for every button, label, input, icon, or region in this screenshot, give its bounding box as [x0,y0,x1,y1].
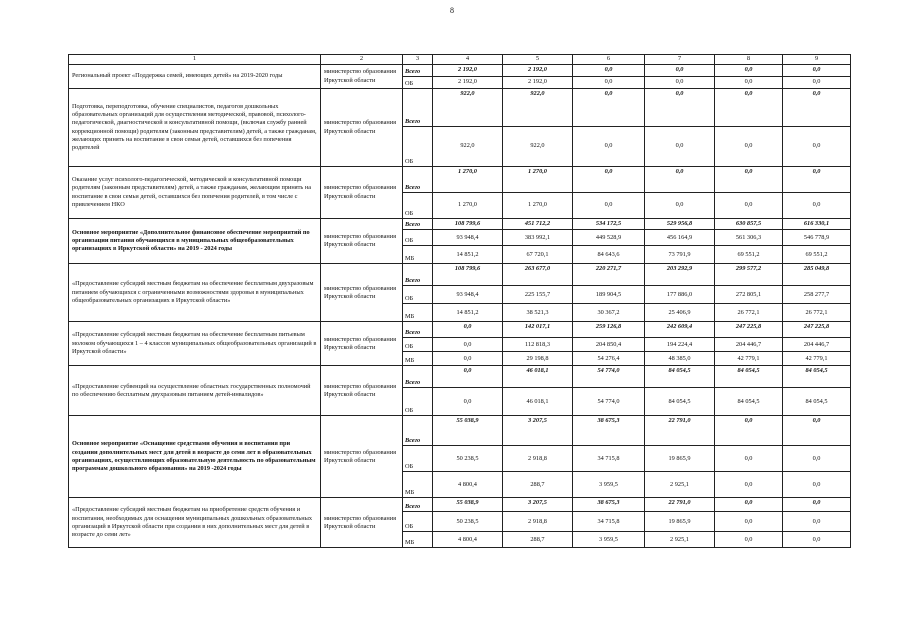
funding-source: ОБ [403,446,433,472]
funding-source: Всего [403,65,433,77]
responsible-organization: министерство образования Иркутской области [321,264,403,322]
amount-cell: 204 850,4 [573,338,645,352]
amount-cell: 0,0 [645,65,715,77]
table-row [69,167,851,193]
amount-cell: 67 720,1 [503,246,573,264]
funding-source: Всего [403,167,433,193]
amount-cell: 55 038,9 [433,416,503,446]
responsible-organization: министерство образования Иркутской области [321,89,403,167]
amount-cell: 0,0 [645,193,715,219]
amount-cell: 19 865,9 [645,512,715,532]
funding-source: Всего [403,322,433,338]
activity-description: «Предоставление субсидий местным бюджетам на приобретение средств обучения и воспитания, необходимых для оснащения муниципальных дошкольных образовательных организаций в Иркутской области при создании в них дополнительных мест для детей в возрасте до семи лет» [69,498,321,548]
amount-cell: 247 225,8 [783,322,851,338]
column-header: 9 [783,55,851,65]
table-row [69,366,851,388]
amount-cell: 0,0 [715,472,783,498]
amount-cell: 299 577,2 [715,264,783,286]
amount-cell: 3 207,5 [503,416,573,446]
amount-cell: 288,7 [503,532,573,548]
amount-cell: 0,0 [433,366,503,388]
amount-cell: 0,0 [715,512,783,532]
amount-cell: 4 800,4 [433,472,503,498]
funding-source: ОБ [403,77,433,89]
amount-cell: 26 772,1 [783,304,851,322]
amount-cell: 54 276,4 [573,352,645,366]
funding-source: Всего [403,89,433,127]
table-body [69,55,851,548]
amount-cell: 0,0 [715,127,783,167]
amount-cell: 247 225,8 [715,322,783,338]
funding-source: ОБ [403,286,433,304]
amount-cell: 84 054,5 [645,366,715,388]
amount-cell: 0,0 [783,416,851,446]
amount-cell: 69 551,2 [783,246,851,264]
amount-cell: 630 857,5 [715,219,783,230]
amount-cell: 42 779,1 [715,352,783,366]
amount-cell: 108 799,6 [433,219,503,230]
amount-cell: 3 959,5 [573,532,645,548]
amount-cell: 0,0 [715,167,783,193]
page-number: 8 [450,6,454,15]
amount-cell: 84 643,6 [573,246,645,264]
amount-cell: 0,0 [715,446,783,472]
amount-cell: 451 712,2 [503,219,573,230]
amount-cell: 0,0 [715,416,783,446]
amount-cell: 84 054,5 [783,388,851,416]
amount-cell: 0,0 [433,352,503,366]
activity-description: Основное мероприятие «Оснащение средствами обучения и воспитания при создании дополнительных мест для детей в возрасте до семи лет в образовательных организациях, осуществляющих образовательную деятельность по образовательным программам дошкольного образования» на 2019 -2024 годы [69,416,321,498]
table-row [69,89,851,127]
activity-description: Основное мероприятие «Дополнительное финансовое обеспечение мероприятий по организации питания обучающихся в муниципальных общеобразовательных организациях в Иркутской области» на 2019 - 2024 годы [69,219,321,264]
amount-cell: 285 049,8 [783,264,851,286]
amount-cell: 203 292,9 [645,264,715,286]
activity-description: Региональный проект «Поддержка семей, имеющих детей» на 2019-2020 годы [69,65,321,89]
funding-source: ОБ [403,127,433,167]
funding-source: Всего [403,219,433,230]
amount-cell: 0,0 [715,89,783,127]
amount-cell: 2 192,0 [503,65,573,77]
responsible-organization: министерство образования Иркутской области [321,416,403,498]
amount-cell: 3 959,5 [573,472,645,498]
amount-cell: 2 192,0 [433,77,503,89]
amount-cell: 0,0 [573,127,645,167]
column-header: 1 [69,55,321,65]
amount-cell: 616 330,1 [783,219,851,230]
amount-cell: 225 155,7 [503,286,573,304]
table-row [69,65,851,77]
column-header: 7 [645,55,715,65]
amount-cell: 14 851,2 [433,304,503,322]
amount-cell: 529 956,8 [645,219,715,230]
amount-cell: 0,0 [783,446,851,472]
amount-cell: 2 918,8 [503,446,573,472]
amount-cell: 2 925,1 [645,472,715,498]
funding-source: ОБ [403,512,433,532]
amount-cell: 204 446,7 [715,338,783,352]
amount-cell: 38 675,3 [573,416,645,446]
amount-cell: 0,0 [645,127,715,167]
table-row [69,498,851,512]
amount-cell: 263 677,0 [503,264,573,286]
amount-cell: 54 774,0 [573,388,645,416]
amount-cell: 46 018,1 [503,388,573,416]
amount-cell: 0,0 [783,512,851,532]
column-header: 5 [503,55,573,65]
amount-cell: 0,0 [783,532,851,548]
responsible-organization: министерство образования Иркутской области [321,219,403,264]
amount-cell: 2 192,0 [503,77,573,89]
column-header: 3 [403,55,433,65]
amount-cell: 0,0 [715,498,783,512]
amount-cell: 0,0 [783,89,851,127]
funding-source: МБ [403,532,433,548]
amount-cell: 258 277,7 [783,286,851,304]
amount-cell: 0,0 [573,167,645,193]
amount-cell: 34 715,8 [573,512,645,532]
amount-cell: 0,0 [433,338,503,352]
funding-source: ОБ [403,230,433,246]
amount-cell: 3 207,5 [503,498,573,512]
amount-cell: 0,0 [783,127,851,167]
amount-cell: 0,0 [783,193,851,219]
table-row [69,264,851,286]
amount-cell: 84 054,5 [783,366,851,388]
amount-cell: 26 772,1 [715,304,783,322]
amount-cell: 0,0 [645,77,715,89]
amount-cell: 0,0 [715,77,783,89]
amount-cell: 0,0 [573,89,645,127]
amount-cell: 46 018,1 [503,366,573,388]
amount-cell: 22 791,0 [645,416,715,446]
amount-cell: 30 367,2 [573,304,645,322]
amount-cell: 2 918,8 [503,512,573,532]
amount-cell: 38 675,3 [573,498,645,512]
column-header: 6 [573,55,645,65]
funding-source: Всего [403,416,433,446]
responsible-organization: министерство образования Иркутской области [321,65,403,89]
amount-cell: 0,0 [783,472,851,498]
amount-cell: 0,0 [783,65,851,77]
funding-source: МБ [403,472,433,498]
amount-cell: 922,0 [503,89,573,127]
amount-cell: 922,0 [433,127,503,167]
responsible-organization: министерство образования Иркутской области [321,167,403,219]
amount-cell: 0,0 [645,167,715,193]
amount-cell: 50 238,5 [433,446,503,472]
amount-cell: 108 799,6 [433,264,503,286]
amount-cell: 142 017,1 [503,322,573,338]
responsible-organization: министерство образования Иркутской области [321,322,403,366]
activity-description: «Предоставление субсидий местным бюджетам на обеспечение бесплатным питьевым молоком обучающихся 1 – 4 классов муниципальных общеобразовательных организаций в Иркутской области» [69,322,321,366]
activity-description: «Предоставление субсидий местным бюджетам на обеспечение бесплатным двухразовым питанием обучающихся с ограниченными возможностями здоровья в муниципальных общеобразовательных организациях в Иркутской области» [69,264,321,322]
amount-cell: 34 715,8 [573,446,645,472]
activity-description: «Предоставление субвенций на осуществление областных государственных полномочий по обеспечению бесплатным двухразовым питанием детей-инвалидов» [69,366,321,416]
amount-cell: 69 551,2 [715,246,783,264]
amount-cell: 0,0 [573,77,645,89]
column-header: 4 [433,55,503,65]
amount-cell: 2 192,0 [433,65,503,77]
funding-source: ОБ [403,388,433,416]
amount-cell: 189 904,5 [573,286,645,304]
amount-cell: 194 224,4 [645,338,715,352]
amount-cell: 73 791,9 [645,246,715,264]
amount-cell: 561 306,3 [715,230,783,246]
amount-cell: 1 270,0 [503,193,573,219]
amount-cell: 0,0 [783,498,851,512]
amount-cell: 177 886,0 [645,286,715,304]
amount-cell: 0,0 [645,89,715,127]
amount-cell: 1 270,0 [433,193,503,219]
responsible-organization: министерство образования Иркутской области [321,498,403,548]
amount-cell: 84 054,5 [645,388,715,416]
amount-cell: 112 818,3 [503,338,573,352]
amount-cell: 0,0 [433,322,503,338]
amount-cell: 93 948,4 [433,230,503,246]
amount-cell: 54 774,0 [573,366,645,388]
amount-cell: 93 948,4 [433,286,503,304]
amount-cell: 383 992,1 [503,230,573,246]
amount-cell: 42 779,1 [783,352,851,366]
activity-description: Подготовка, переподготовка, обучение специалистов, педагогов дошкольных образовательных организаций для осуществления методической, правовой, психолого-педагогической, диагностической и консультативной помощи, (включая службу ранней коррекционной помощи) родителям (законным представителям) детей, а также гражданам, желающих принять на воспитание в свои семьи детей, оставшихся без попечения родителей [69,89,321,167]
amount-cell: 259 126,8 [573,322,645,338]
amount-cell: 456 164,9 [645,230,715,246]
funding-source: Всего [403,498,433,512]
amount-cell: 25 406,9 [645,304,715,322]
activity-description: Оказание услуг психолого-педагогической, методической и консультативной помощи родителям (законным представителям) детей, а также гражданам, желающим принять на воспитание в свои семьи детей, оставшихся без попечения родителей, в том числе с привлечением НКО [69,167,321,219]
amount-cell: 50 238,5 [433,512,503,532]
amount-cell: 2 925,1 [645,532,715,548]
table-row [69,219,851,230]
header-row [69,55,851,65]
amount-cell: 84 054,5 [715,366,783,388]
table-row [69,416,851,446]
amount-cell: 19 865,9 [645,446,715,472]
amount-cell: 272 805,1 [715,286,783,304]
amount-cell: 1 270,0 [433,167,503,193]
amount-cell: 0,0 [573,193,645,219]
amount-cell: 0,0 [783,167,851,193]
funding-source: ОБ [403,338,433,352]
amount-cell: 0,0 [783,77,851,89]
amount-cell: 0,0 [573,65,645,77]
amount-cell: 534 172,5 [573,219,645,230]
column-header: 2 [321,55,403,65]
budget-table [68,54,851,548]
amount-cell: 55 038,9 [433,498,503,512]
amount-cell: 38 521,3 [503,304,573,322]
funding-source: МБ [403,352,433,366]
amount-cell: 204 446,7 [783,338,851,352]
amount-cell: 0,0 [715,532,783,548]
amount-cell: 449 528,9 [573,230,645,246]
funding-source: ОБ [403,193,433,219]
funding-source: МБ [403,304,433,322]
amount-cell: 0,0 [715,65,783,77]
amount-cell: 220 271,7 [573,264,645,286]
amount-cell: 4 800,4 [433,532,503,548]
table-row [69,322,851,338]
amount-cell: 29 198,8 [503,352,573,366]
column-header: 8 [715,55,783,65]
funding-source: Всего [403,264,433,286]
amount-cell: 922,0 [503,127,573,167]
amount-cell: 0,0 [433,388,503,416]
amount-cell: 14 851,2 [433,246,503,264]
funding-source: Всего [403,366,433,388]
amount-cell: 242 609,4 [645,322,715,338]
amount-cell: 48 385,0 [645,352,715,366]
amount-cell: 1 270,0 [503,167,573,193]
amount-cell: 22 791,0 [645,498,715,512]
amount-cell: 546 778,9 [783,230,851,246]
amount-cell: 922,0 [433,89,503,127]
amount-cell: 84 054,5 [715,388,783,416]
amount-cell: 288,7 [503,472,573,498]
amount-cell: 0,0 [715,193,783,219]
funding-source: МБ [403,246,433,264]
responsible-organization: министерство образования Иркутской области [321,366,403,416]
